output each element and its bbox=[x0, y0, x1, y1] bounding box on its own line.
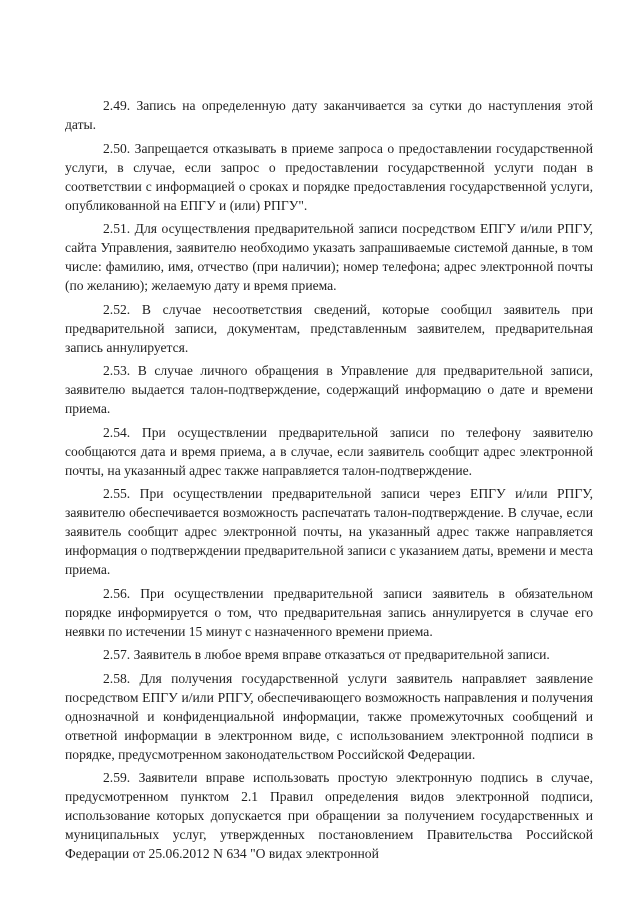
document-body bbox=[65, 96, 593, 868]
paragraph-2-58: 2.58. Для получения государственной услуги заявитель направляет заявление посредством ЕПГУ и/или РПГУ, обеспечивающего возможность направления и получения однозначной и конфиденциальной информации, также промежуточных сообщений и ответной информации в электронном виде, с использованием электронной подписи в порядке, предусмотренном законодательством Российской Федерации. bbox=[65, 670, 593, 762]
paragraph-2-59: 2.59. Заявители вправе использовать простую электронную подпись в случае, предусмотренном пунктом 2.1 Правил определения видов электронной подписи, использование которых допускается при обращении за получением государственных и муниципальных услуг, утвержденных постановлением Правительства Российской Федерации от 25.06.2012 N 634 "О видах электронной bbox=[65, 770, 593, 861]
paragraph-2-56: 2.56. При осуществлении предварительной записи заявитель в обязательном порядке информируется о том, что предварительная запись аннулируется в случае его неявки по истечении 15 минут с назначенного времени приема. bbox=[65, 585, 593, 639]
paragraph-2-57: 2.57. Заявитель в любое время вправе отказаться от предварительной записи. bbox=[103, 647, 550, 662]
paragraph-2-55: 2.55. При осуществлении предварительной записи через ЕПГУ и/или РПГУ, заявителю обеспечивается возможность распечатать талон-подтверждение. В случае, если заявитель сообщит адрес электронной почты, на указанный адрес также направляется информация о подтверждении предварительной записи с указанием даты, времени и места приема. bbox=[65, 486, 593, 577]
paragraph-2-50: 2.50. Запрещается отказывать в приеме запроса о предоставлении государственной услуги, в случае, если запрос о предоставлении государственной услуги подан в соответствии с информацией о сроках и порядке предоставления государственной услуги, опубликованной на ЕПГУ и (или) РПГУ". bbox=[65, 140, 593, 213]
paragraph-2-52: 2.52. В случае несоответствия сведений, которые сообщил заявитель при предварительной записи, документам, представленным заявителем, предварительная запись аннулируется. bbox=[65, 301, 593, 355]
paragraph-2-49: 2.49. Запись на определенную дату заканчивается за сутки до наступления этой даты. bbox=[65, 98, 593, 132]
paragraph-2-54: 2.54. При осуществлении предварительной записи по телефону заявителю сообщаются дата и время приема, а в случае, если заявитель сообщит адрес электронной почты, на указанный адрес также направляется талон-подтверждение. bbox=[65, 424, 593, 478]
paragraph-2-51: 2.51. Для осуществления предварительной записи посредством ЕПГУ и/или РПГУ, сайта Управления, заявителю необходимо указать запрашиваемые системой данные, в том числе: фамилию, имя, отчество (при наличии); номер телефона; адрес электронной почты (по желанию); желаемую дату и время приема. bbox=[65, 221, 593, 293]
paragraph-2-53: 2.53. В случае личного обращения в Управление для предварительной записи, заявителю выдается талон-подтверждение, содержащий информацию о дате и времени приема. bbox=[65, 363, 593, 416]
